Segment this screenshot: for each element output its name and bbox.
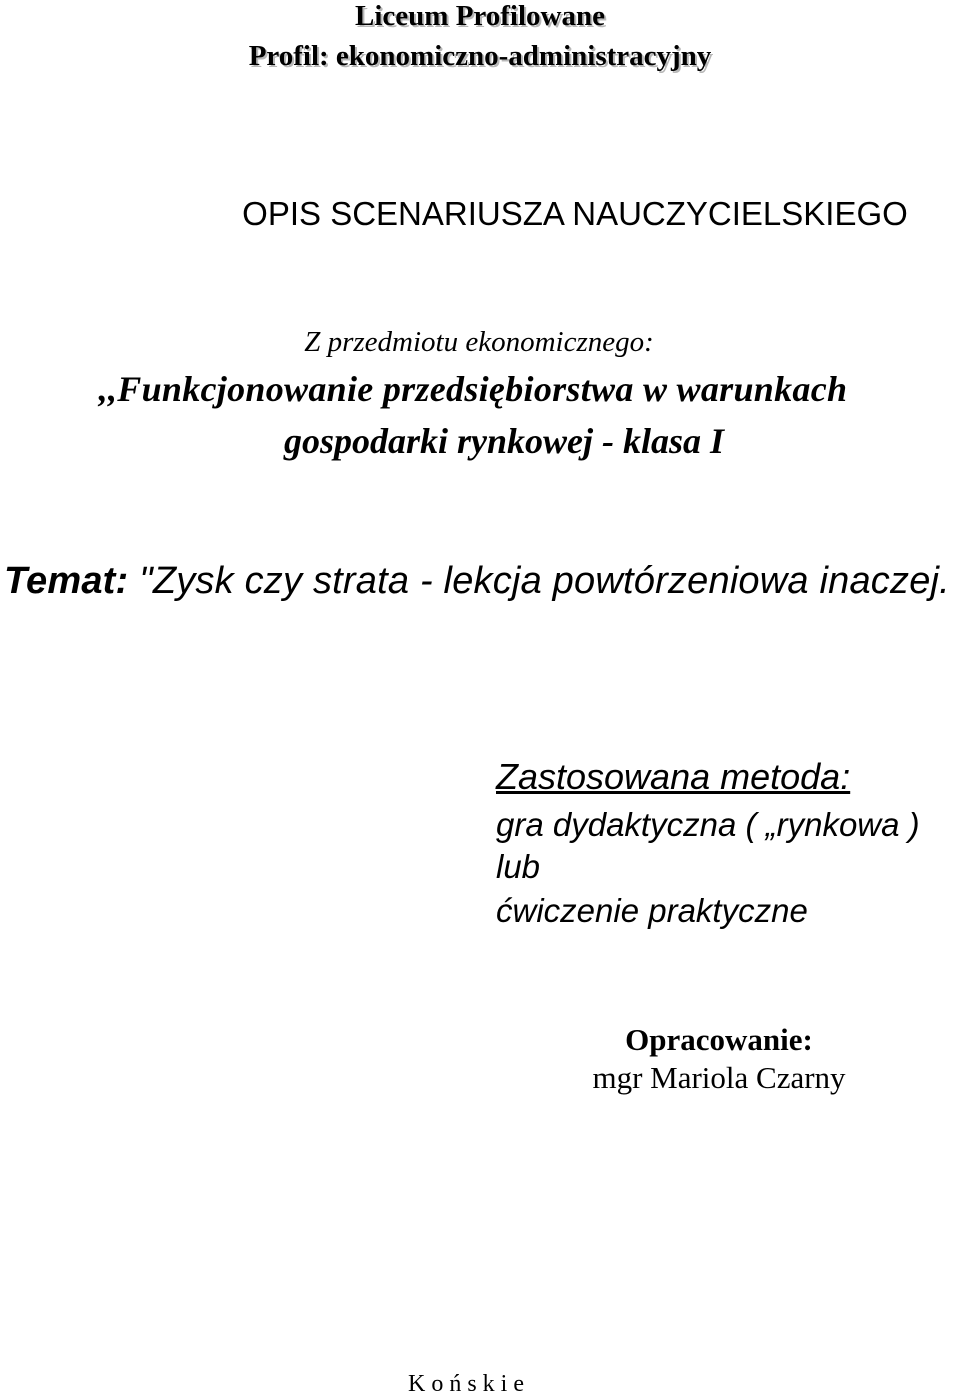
method-line-2: lub xyxy=(496,848,541,885)
topic-label: Temat: xyxy=(4,560,129,602)
subject-label: Z przedmiotu ekonomicznego: xyxy=(304,326,654,358)
lesson-topic xyxy=(4,560,950,603)
subject-title-line-1: ,,Funkcjonowanie przedsiębiorstwa w warunkach xyxy=(98,369,848,409)
document-title: OPIS SCENARIUSZA NAUCZYCIELSKIEGO xyxy=(242,195,908,232)
method-line-1: gra dydaktyczna ( „rynkowa ) xyxy=(496,806,920,843)
author-label: Opracowanie: xyxy=(625,1022,813,1057)
place-name: Końskie xyxy=(408,1371,530,1397)
topic-text: "Zysk czy strata - lekcja powtórzeniowa inaczej. xyxy=(128,560,950,602)
subject-title-line-2: gospodarki rynkowej - klasa I xyxy=(283,421,725,461)
school-name: Liceum Profilowane xyxy=(355,0,605,32)
author-name: mgr Mariola Czarny xyxy=(592,1060,846,1095)
method-line-3: ćwiczenie praktyczne xyxy=(496,892,808,929)
school-profile: Profil: ekonomiczno-administracyjny xyxy=(248,40,712,72)
method-heading: Zastosowana metoda: xyxy=(496,756,851,797)
